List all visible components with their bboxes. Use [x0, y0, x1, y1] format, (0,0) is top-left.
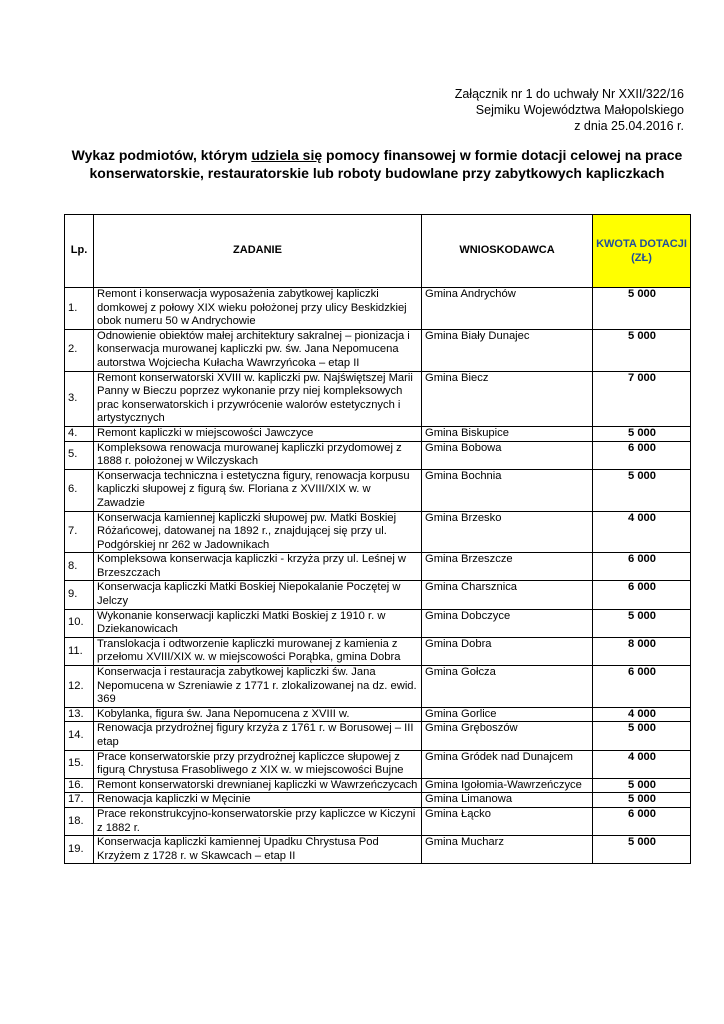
row-amount: 4 000	[593, 707, 691, 722]
row-applicant: Gmina Biecz	[422, 371, 593, 426]
row-lp: 13.	[65, 707, 94, 722]
table-row	[65, 329, 691, 371]
row-lp: 5.	[65, 441, 94, 469]
row-task: Kompleksowa renowacja murowanej kapliczki przydomowej z 1888 r. położonej w Wilczyskach	[94, 441, 422, 469]
row-amount: 5 000	[593, 288, 691, 330]
row-applicant: Gmina Igołomia-Wawrzeńczyce	[422, 778, 593, 793]
table-row	[65, 778, 691, 793]
row-applicant: Gmina Biały Dunajec	[422, 329, 593, 371]
row-applicant: Gmina Dobczyce	[422, 609, 593, 637]
row-amount: 6 000	[593, 553, 691, 581]
row-amount: 6 000	[593, 441, 691, 469]
row-task: Konserwacja i restauracja zabytkowej kapliczki św. Jana Nepomucena w Szreniawie z 1771 r. zlokalizowanej na dz. ewid. 369	[94, 666, 422, 708]
title-part-1: Wykaz podmiotów, którym	[71, 147, 252, 163]
table-row	[65, 426, 691, 441]
row-amount: 4 000	[593, 511, 691, 553]
row-applicant: Gmina Gołcza	[422, 666, 593, 708]
row-amount: 5 000	[593, 609, 691, 637]
row-lp: 12.	[65, 666, 94, 708]
row-amount: 6 000	[593, 581, 691, 609]
table-row	[65, 666, 691, 708]
row-applicant: Gmina Bochnia	[422, 469, 593, 511]
row-task: Translokacja i odtworzenie kapliczki murowanej z kamienia z przełomu XVIII/XIX w. w miejscowości Porąbka, gmina Dobra	[94, 637, 422, 665]
table-row	[65, 553, 691, 581]
row-task: Remont konserwatorski drewnianej kapliczki w Wawrzeńczycach	[94, 778, 422, 793]
row-amount: 5 000	[593, 722, 691, 750]
row-lp: 10.	[65, 609, 94, 637]
row-lp: 17.	[65, 793, 94, 808]
row-amount: 6 000	[593, 807, 691, 835]
table-body	[65, 288, 691, 864]
row-lp: 14.	[65, 722, 94, 750]
row-lp: 19.	[65, 836, 94, 864]
row-amount: 7 000	[593, 371, 691, 426]
header-task: ZADANIE	[94, 215, 422, 288]
row-applicant: Gmina Łącko	[422, 807, 593, 835]
table-row	[65, 469, 691, 511]
annex-line-2: Sejmiku Województwa Małopolskiego	[475, 103, 684, 117]
row-task: Remont konserwatorski XVIII w. kapliczki pw. Najświętszej Marii Panny w Bieczu poprzez wykonanie przy niej kompleksowych prac konserwatorskich i przywrócenie walorów estetycznych i artystycznych	[94, 371, 422, 426]
row-applicant: Gmina Biskupice	[422, 426, 593, 441]
row-amount: 6 000	[593, 666, 691, 708]
row-task: Prace rekonstrukcyjno-konserwatorskie przy kapliczce w Kiczyni z 1882 r.	[94, 807, 422, 835]
table-row	[65, 371, 691, 426]
row-task: Konserwacja techniczna i estetyczna figury, renowacja korpusu kapliczki słupowej z figurą św. Floriana z XVIII/XIX w. w Zawadzie	[94, 469, 422, 511]
row-amount: 4 000	[593, 750, 691, 778]
row-task: Konserwacja kapliczki kamiennej Upadku Chrystusa Pod Krzyżem z 1728 r. w Skawcach – etap II	[94, 836, 422, 864]
table-header-row	[65, 215, 691, 288]
row-lp: 18.	[65, 807, 94, 835]
row-lp: 8.	[65, 553, 94, 581]
row-task: Remont i konserwacja wyposażenia zabytkowej kapliczki domkowej z połowy XIX wieku położonej przy ulicy Beskidzkiej obok numeru 50 w Andrychowie	[94, 288, 422, 330]
row-applicant: Gmina Charsznica	[422, 581, 593, 609]
row-task: Konserwacja kapliczki Matki Boskiej Niepokalanie Poczętej w Jelczy	[94, 581, 422, 609]
table-row	[65, 722, 691, 750]
row-applicant: Gmina Bobowa	[422, 441, 593, 469]
table-row	[65, 637, 691, 665]
row-lp: 4.	[65, 426, 94, 441]
row-applicant: Gmina Limanowa	[422, 793, 593, 808]
row-task: Remont kapliczki w miejscowości Jawczyce	[94, 426, 422, 441]
title-part-2: pomocy finansowej w formie dotacji celowej na prace konserwatorskie, restauratorskie lub roboty budowlane przy zabytkowych kapliczkach	[89, 147, 683, 181]
row-lp: 9.	[65, 581, 94, 609]
row-amount: 5 000	[593, 469, 691, 511]
table-row	[65, 609, 691, 637]
table-row	[65, 793, 691, 808]
row-task: Kompleksowa konserwacja kapliczki - krzyża przy ul. Leśnej w Brzeszczach	[94, 553, 422, 581]
row-applicant: Gmina Gorlice	[422, 707, 593, 722]
annex-header	[455, 86, 684, 134]
row-task: Odnowienie obiektów małej architektury sakralnej – pionizacja i konserwacja murowanej kapliczki pw. św. Jana Nepomucena autorstwa Wojciecha Kułacha Wawrzyńcoka – etap II	[94, 329, 422, 371]
annex-line-3: z dnia 25.04.2016 r.	[574, 119, 684, 133]
row-task: Prace konserwatorskie przy przydrożnej kapliczce słupowej z figurą Chrystusa Frasobliwego z XIX w. w miejscowości Bujne	[94, 750, 422, 778]
header-applicant: WNIOSKODAWCA	[422, 215, 593, 288]
table-row	[65, 441, 691, 469]
row-amount: 8 000	[593, 637, 691, 665]
row-lp: 15.	[65, 750, 94, 778]
row-applicant: Gmina Gręboszów	[422, 722, 593, 750]
title-underlined: udziela się	[251, 147, 323, 163]
row-task: Wykonanie konserwacji kapliczki Matki Boskiej z 1910 r. w Dziekanowicach	[94, 609, 422, 637]
row-task: Renowacja przydrożnej figury krzyża z 1761 r. w Borusowej – III etap	[94, 722, 422, 750]
row-amount: 5 000	[593, 778, 691, 793]
row-applicant: Gmina Mucharz	[422, 836, 593, 864]
table-row	[65, 288, 691, 330]
table-row	[65, 750, 691, 778]
grants-table	[64, 214, 691, 864]
header-lp: Lp.	[65, 215, 94, 288]
row-applicant: Gmina Dobra	[422, 637, 593, 665]
table-row	[65, 807, 691, 835]
row-task: Renowacja kapliczki w Męcinie	[94, 793, 422, 808]
row-lp: 7.	[65, 511, 94, 553]
row-lp: 3.	[65, 371, 94, 426]
row-lp: 11.	[65, 637, 94, 665]
row-lp: 6.	[65, 469, 94, 511]
row-lp: 16.	[65, 778, 94, 793]
row-task: Kobylanka, figura św. Jana Nepomucena z XVIII w.	[94, 707, 422, 722]
table-row	[65, 511, 691, 553]
document-title	[64, 146, 690, 182]
row-amount: 5 000	[593, 426, 691, 441]
row-applicant: Gmina Andrychów	[422, 288, 593, 330]
annex-line-1: Załącznik nr 1 do uchwały Nr XXII/322/16	[454, 87, 684, 101]
row-amount: 5 000	[593, 836, 691, 864]
table-row	[65, 707, 691, 722]
row-amount: 5 000	[593, 329, 691, 371]
table-row	[65, 581, 691, 609]
header-amount: KWOTA DOTACJI (ZŁ)	[593, 215, 691, 288]
row-applicant: Gmina Gródek nad Dunajcem	[422, 750, 593, 778]
row-lp: 2.	[65, 329, 94, 371]
row-applicant: Gmina Brzeszcze	[422, 553, 593, 581]
row-lp: 1.	[65, 288, 94, 330]
row-amount: 5 000	[593, 793, 691, 808]
row-task: Konserwacja kamiennej kapliczki słupowej pw. Matki Boskiej Różańcowej, datowanej na 1892 r., znajdującej się przy ul. Podgórskiej nr 262 w Jadownikach	[94, 511, 422, 553]
table-row	[65, 836, 691, 864]
row-applicant: Gmina Brzesko	[422, 511, 593, 553]
